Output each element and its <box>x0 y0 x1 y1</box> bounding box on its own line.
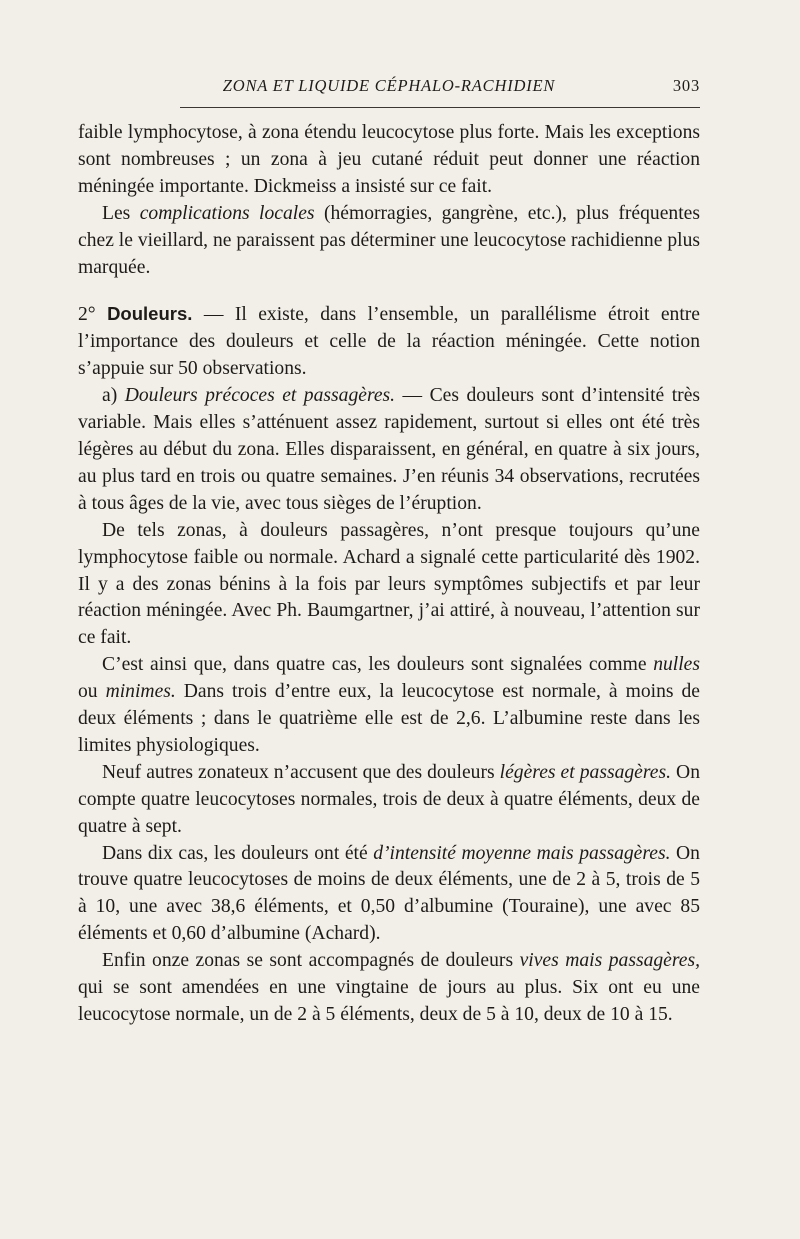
header-rule <box>180 107 700 108</box>
paragraph: faible lymphocytose, à zona étendu leucocytose plus forte. Mais les exceptions sont nombreuses ; un zona à jeu cutané réduit peut donner une réaction méningée importante. Dickmeiss a insisté sur ce fait. <box>78 122 700 197</box>
text-run: Les <box>102 202 140 224</box>
text-run: Enfin onze zonas se sont accompagnés de douleurs <box>102 950 520 972</box>
running-title: ZONA ET LIQUIDE CÉPHALO-RACHIDIEN <box>222 76 556 95</box>
paragraph <box>78 760 700 841</box>
text-run: — Ces douleurs sont d’intensité très variable. Mais elles s’atténuent assez rapidement, surtout si elles ont été très légères au début du zona. Elles disparaissent, en général, en quatre à six jours, au plus tard en trois ou quatre semaines. J’en réunis 34 observations, recrutées à tous âges de la vie, avec tous sièges de l’éruption. <box>78 385 701 514</box>
text-run: On compte quatre leucocytoses normales, trois de deux à quatre éléments, deux de quatre à sept. <box>78 761 700 837</box>
section-heading: Douleurs. <box>107 303 193 325</box>
body-text <box>78 120 700 1029</box>
italic-term: d’intensité moyenne mais passagères. <box>373 842 671 864</box>
italic-term: vives mais passagères, <box>519 950 700 972</box>
text-run: On trouve quatre leucocytoses de moins de deux éléments, une de 2 à 5, trois de 5 à 10, une avec 38,6 éléments, et 0,50 d’albumine (Touraine), une avec 85 éléments et 0,60 d’albumine (Achard). <box>78 842 700 945</box>
text-run: C’est ainsi que, dans quatre cas, les douleurs sont signalées comme <box>102 654 654 676</box>
section-number: 2° <box>78 304 96 326</box>
text-run: qui se sont amendées en une vingtaine de jours au plus. Six ont eu une leucocytose normale, un de 2 à 5 éléments, deux de 5 à 10, deux de 10 à 15. <box>78 977 700 1025</box>
paragraph <box>78 201 700 282</box>
italic-term: légères et passagères. <box>499 761 671 783</box>
text-run: — Il existe, dans l’ensemble, un parallélisme étroit entre l’importance des douleurs et celle de la réaction méningée. Cette notion s’appuie sur 50 observations. <box>78 304 700 380</box>
text-run: Dans dix cas, les douleurs ont été <box>102 842 374 864</box>
paragraph <box>78 841 700 949</box>
running-header <box>78 76 700 102</box>
text-run: Dans trois d’entre eux, la leucocytose est normale, à moins de deux éléments ; dans le quatrième elle est de 2,6. L’albumine reste dans les limites physiologiques. <box>78 681 700 756</box>
text-run: Neuf autres zonateux n’accusent que des douleurs <box>102 761 500 783</box>
text-run: a) <box>102 385 125 407</box>
italic-subheading: Douleurs précoces et passagères. <box>124 385 396 407</box>
italic-term: nulles <box>653 654 700 676</box>
paragraph <box>78 948 700 1029</box>
page-number: 303 <box>672 76 700 95</box>
paragraph: De tels zonas, à douleurs passagères, n’ont presque toujours qu’une lymphocytose faible ou normale. Achard a signalé cette particularité dès 1902. Il y a des zonas bénins à la fois par leurs symptômes subjectifs et par leur réaction méningée. Avec Ph. Baumgartner, j’ai attiré, à nouveau, l’attention sur ce fait. <box>78 519 700 649</box>
text-run: (hémorragies, gangrène, etc.), plus fréquentes chez le vieillard, ne paraissent pas déterminer une leucocytose rachidienne plus marquée. <box>78 202 700 278</box>
section-paragraph <box>78 301 700 383</box>
italic-term: minimes. <box>105 681 176 703</box>
paragraph <box>78 652 700 760</box>
text-run: ou <box>78 681 106 703</box>
paragraph <box>78 383 700 518</box>
italic-term: complications locales <box>139 202 315 224</box>
